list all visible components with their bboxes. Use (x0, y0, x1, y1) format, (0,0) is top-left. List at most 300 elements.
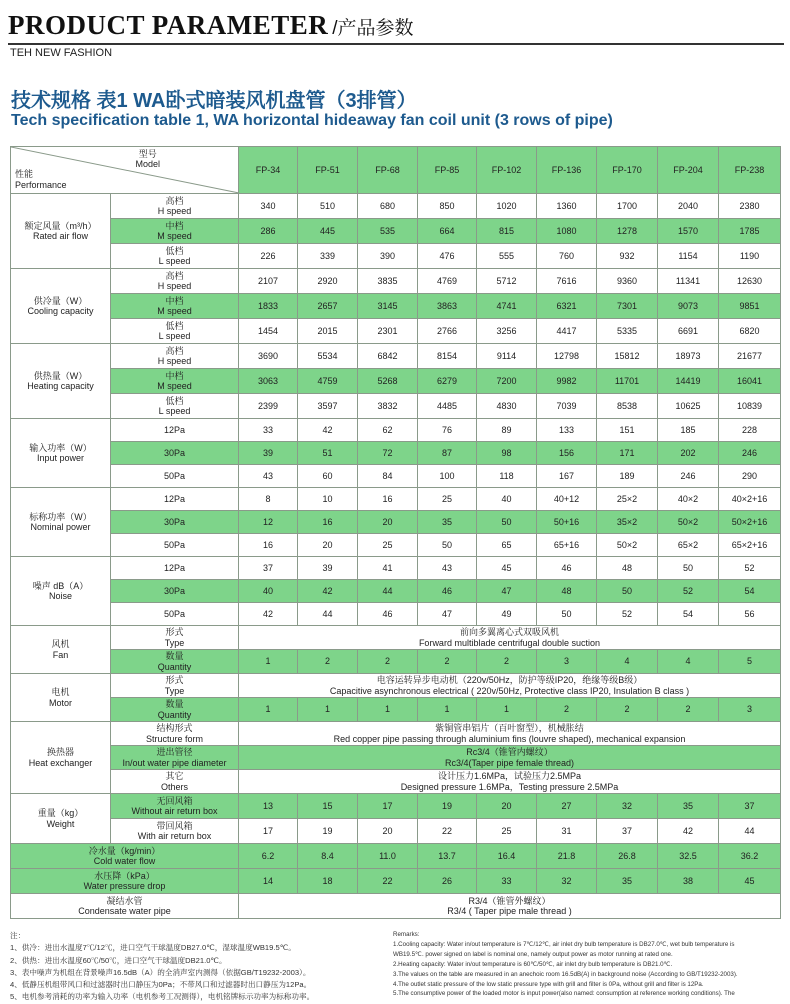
span-cell (239, 722, 781, 746)
value-cell: 815 (477, 219, 537, 244)
value-cell: 54 (658, 603, 719, 626)
value-cell: 19 (418, 794, 477, 819)
value-cell: 2 (477, 650, 537, 674)
note-line: 1.Cooling capacity: Water in/out temperature is 7℃/12℃, air inlet dry bulb temperature is DB27.0℃, wet bulb temperature is (393, 940, 735, 948)
cell-text: 12Pa (163, 493, 186, 504)
value-cell: 390 (358, 244, 418, 269)
value-cell: 18973 (658, 344, 719, 369)
table-row (11, 557, 781, 580)
value-cell: 4 (597, 650, 658, 674)
cell-text: 50Pa (163, 470, 186, 481)
value-cell: 26 (418, 869, 477, 894)
model-header: FP-102 (477, 147, 537, 194)
table-row (11, 465, 781, 488)
value-cell: 4 (658, 650, 719, 674)
value-cell: 89 (477, 419, 537, 442)
cell-text: 30Pa (163, 516, 186, 527)
cell-text: 电机 (51, 687, 70, 698)
value-cell: 9851 (719, 294, 781, 319)
value-cell: 87 (418, 442, 477, 465)
cell-text: Capacitive asynchronous electrical ( 220v/50Hz, Protective class IP20, Insulation B class ) (329, 685, 690, 696)
value-cell: 1454 (239, 319, 298, 344)
cell-text: H speed (157, 206, 192, 216)
value-cell: 680 (358, 194, 418, 219)
value-cell: 1278 (597, 219, 658, 244)
group-label (11, 194, 111, 269)
value-cell: 37 (239, 557, 298, 580)
row-label (111, 698, 239, 722)
value-cell: 202 (658, 442, 719, 465)
value-cell: 62 (358, 419, 418, 442)
value-cell: 20 (358, 511, 418, 534)
value-cell: 46 (358, 603, 418, 626)
row-label (111, 294, 239, 319)
cell-text: Nominal power (30, 522, 91, 532)
value-cell: 50 (597, 580, 658, 603)
value-cell: 44 (719, 819, 781, 844)
value-cell: 2 (358, 650, 418, 674)
model-header: FP-136 (537, 147, 597, 194)
model-header: FP-204 (658, 147, 719, 194)
value-cell: 50×2+16 (719, 511, 781, 534)
cell-text: 低档 (165, 245, 184, 256)
row-label (111, 319, 239, 344)
cell-text: Cold water flow (93, 856, 156, 866)
value-cell: 48 (597, 557, 658, 580)
cell-text: 重量（kg） (37, 808, 84, 819)
cell-text: 形式 (165, 675, 184, 686)
cell-text: Structure form (145, 733, 203, 744)
value-cell: 17 (239, 819, 298, 844)
cell-text: Weight (46, 818, 75, 829)
table-row (11, 869, 781, 894)
cell-text: M speed (157, 381, 192, 391)
value-cell: 476 (418, 244, 477, 269)
model-header: FP-34 (239, 147, 298, 194)
cell-text: 形式 (165, 627, 184, 638)
cell-text: Heating capacity (27, 381, 94, 391)
value-cell: 72 (358, 442, 418, 465)
table-row (11, 194, 781, 219)
value-cell: 1 (418, 698, 477, 722)
value-cell: 16.4 (477, 844, 537, 869)
cell-text: 其它 (165, 771, 184, 782)
value-cell: 15812 (597, 344, 658, 369)
value-cell: 2766 (418, 319, 477, 344)
span-cell (239, 626, 781, 650)
value-cell: 5 (719, 650, 781, 674)
value-cell: 932 (597, 244, 658, 269)
value-cell: 226 (239, 244, 298, 269)
value-cell: 42 (298, 580, 358, 603)
table-row (11, 534, 781, 557)
cell-text: Fan (52, 649, 69, 660)
value-cell: 10625 (658, 394, 719, 419)
value-cell: 2301 (358, 319, 418, 344)
value-cell: 1 (477, 698, 537, 722)
value-cell: 50 (477, 511, 537, 534)
value-cell: 60 (298, 465, 358, 488)
value-cell: 40 (477, 488, 537, 511)
cell-text: 12Pa (163, 424, 186, 435)
value-cell: 4830 (477, 394, 537, 419)
value-cell: 20 (358, 819, 418, 844)
value-cell: 17 (358, 794, 418, 819)
table-row (11, 488, 781, 511)
cell-text: 结构形式 (156, 723, 193, 734)
value-cell: 1570 (658, 219, 719, 244)
span-cell (239, 894, 781, 919)
table-title-en: Tech specification table 1, WA horizontal hideaway fan coil unit (3 rows of pipe) (11, 112, 613, 129)
value-cell: 6.2 (239, 844, 298, 869)
value-cell: 50 (418, 534, 477, 557)
value-cell: 41 (358, 557, 418, 580)
row-label (111, 580, 239, 603)
note-line: WB19.5℃. power signed on label is nominal one, namely output power as motor running at rated one. (393, 950, 673, 958)
note-line: 1、供冷：进出水温度7℃/12℃，进口空气干球温度DB27.0℃，湿球温度WB19.5℃。 (10, 943, 296, 953)
value-cell: 167 (537, 465, 597, 488)
cell-text: Type (164, 637, 185, 648)
table-row (11, 674, 781, 698)
note-line: Remarks: (393, 931, 420, 938)
value-cell: 12630 (719, 269, 781, 294)
corner-header (11, 147, 239, 194)
value-cell: 5335 (597, 319, 658, 344)
value-cell: 76 (418, 419, 477, 442)
value-cell: 286 (239, 219, 298, 244)
note-line: 4、低静压机组带风口和过滤器时出口静压为0Pa；不带风口和过滤器时出口静压为12Pa。 (10, 980, 312, 990)
value-cell: 47 (477, 580, 537, 603)
cell-text: Designed pressure 1.6MPa，Testing pressure 2.5MPa (400, 781, 619, 792)
group-label (11, 674, 111, 722)
value-cell: 46 (418, 580, 477, 603)
value-cell: 19 (298, 819, 358, 844)
cell-text: M speed (157, 306, 192, 316)
table-row (11, 147, 781, 194)
cell-text: 中档 (165, 295, 184, 306)
value-cell: 2 (597, 698, 658, 722)
row-label (11, 844, 239, 869)
cell-text: M speed (157, 231, 192, 241)
cell-text: 标称功率（W） (29, 511, 92, 522)
value-cell: 25 (477, 819, 537, 844)
value-cell: 42 (658, 819, 719, 844)
value-cell: 2 (418, 650, 477, 674)
cell-text: Noise (48, 591, 72, 601)
value-cell: 37 (597, 819, 658, 844)
table-row (11, 244, 781, 269)
spec-table (10, 146, 781, 919)
value-cell: 15 (298, 794, 358, 819)
cell-text: 高档 (165, 195, 184, 206)
cell-text: 高档 (165, 345, 184, 356)
value-cell: 10 (298, 488, 358, 511)
model-header: FP-85 (418, 147, 477, 194)
cell-text: 设计压力1.6MPa，试验压力2.5MPa (437, 771, 582, 782)
cell-text: H speed (157, 281, 192, 291)
value-cell: 32 (537, 869, 597, 894)
value-cell: 3690 (239, 344, 298, 369)
cell-text: 30Pa (163, 585, 186, 596)
cell-text: H speed (157, 356, 192, 366)
row-label (111, 722, 239, 746)
value-cell: 44 (298, 603, 358, 626)
value-cell: 25 (418, 488, 477, 511)
value-cell: 760 (537, 244, 597, 269)
cell-text: 12Pa (163, 562, 186, 573)
value-cell: 56 (719, 603, 781, 626)
row-label (111, 746, 239, 770)
table-row (11, 844, 781, 869)
cell-text: 水压降（kPa） (94, 870, 155, 881)
value-cell: 189 (597, 465, 658, 488)
value-cell: 445 (298, 219, 358, 244)
value-cell: 246 (658, 465, 719, 488)
model-header: FP-238 (719, 147, 781, 194)
value-cell: 3832 (358, 394, 418, 419)
table-row (11, 419, 781, 442)
value-cell: 36.2 (719, 844, 781, 869)
value-cell: 2107 (239, 269, 298, 294)
value-cell: 50×2 (597, 534, 658, 557)
table-row (11, 894, 781, 919)
group-label (11, 626, 111, 674)
value-cell: 3 (537, 650, 597, 674)
row-label (111, 369, 239, 394)
value-cell: 32.5 (658, 844, 719, 869)
value-cell: 9982 (537, 369, 597, 394)
table-row (11, 650, 781, 674)
value-cell: 43 (239, 465, 298, 488)
note-line: 2.Heating capacity: Water in/out temperature is 60℃/50℃, air inlet dry bulb temperature is DB21.0℃. (393, 960, 673, 968)
cell-text: Red copper pipe passing through aluminium fins (louvre shaped), mechanical expansion (333, 733, 686, 744)
value-cell: 3835 (358, 269, 418, 294)
cell-text: L speed (158, 406, 191, 416)
row-label (111, 603, 239, 626)
value-cell: 133 (537, 419, 597, 442)
group-label (11, 557, 111, 626)
cell-text: Type (164, 685, 185, 696)
value-cell: 12798 (537, 344, 597, 369)
value-cell: 8.4 (298, 844, 358, 869)
value-cell: 16 (298, 511, 358, 534)
cell-text: 数量 (165, 699, 184, 710)
note-line: 注： (10, 931, 26, 940)
table-row (11, 319, 781, 344)
value-cell: 98 (477, 442, 537, 465)
group-label (11, 344, 111, 419)
page-header (8, 10, 414, 41)
value-cell: 22 (418, 819, 477, 844)
table-row (11, 698, 781, 722)
note-line: 3.The values on the table are measured in an anechoic room 16.5dB(A) in background noise (According to GB/T19232-2003). (393, 970, 738, 978)
note-line: 5、电机参考消耗的功率为输入功率（电机参考工况测得），电机铭牌标示功率为标称功率。 (10, 992, 315, 1002)
row-label (111, 394, 239, 419)
group-label (11, 419, 111, 488)
value-cell: 7616 (537, 269, 597, 294)
cell-text: 带回风箱 (156, 820, 193, 831)
cell-text: Water pressure drop (83, 881, 166, 891)
value-cell: 48 (537, 580, 597, 603)
value-cell: 45 (719, 869, 781, 894)
row-label (111, 650, 239, 674)
cell-text: 中档 (165, 220, 184, 231)
value-cell: 1 (239, 698, 298, 722)
cell-text: 低档 (165, 320, 184, 331)
brand-label: TEH NEW FASHION (10, 47, 113, 59)
model-header: FP-170 (597, 147, 658, 194)
value-cell: 555 (477, 244, 537, 269)
value-cell: 228 (719, 419, 781, 442)
value-cell: 16 (358, 488, 418, 511)
cell-text: Forward multiblade centrifugal double suction (418, 637, 601, 648)
cell-text: 30Pa (163, 447, 186, 458)
value-cell: 21.8 (537, 844, 597, 869)
value-cell: 2920 (298, 269, 358, 294)
value-cell: 5712 (477, 269, 537, 294)
value-cell: 25×2 (597, 488, 658, 511)
group-label (11, 722, 111, 794)
value-cell: 7039 (537, 394, 597, 419)
value-cell: 6321 (537, 294, 597, 319)
cell-text: Without air return box (131, 806, 218, 816)
value-cell: 50 (537, 603, 597, 626)
cell-text: R3/4（锥管外螺纹） (468, 895, 551, 906)
value-cell: 3863 (418, 294, 477, 319)
row-label (111, 244, 239, 269)
value-cell: 156 (537, 442, 597, 465)
value-cell: 46 (537, 557, 597, 580)
value-cell: 151 (597, 419, 658, 442)
cell-text: Others (160, 781, 188, 792)
value-cell: 43 (418, 557, 477, 580)
group-label (11, 488, 111, 557)
row-label (111, 442, 239, 465)
value-cell: 2040 (658, 194, 719, 219)
value-cell: 27 (537, 794, 597, 819)
row-label (111, 534, 239, 557)
table-row (11, 794, 781, 819)
row-label (11, 869, 239, 894)
cell-text: R3/4 ( Taper pipe male thread ) (447, 906, 572, 916)
value-cell: 9073 (658, 294, 719, 319)
model-label-en: Model (135, 159, 160, 170)
value-cell: 42 (298, 419, 358, 442)
value-cell: 6820 (719, 319, 781, 344)
value-cell: 40×2 (658, 488, 719, 511)
model-label: 型号 (138, 149, 157, 159)
value-cell: 246 (719, 442, 781, 465)
row-label (11, 894, 239, 919)
cell-text: 数量 (165, 651, 184, 662)
value-cell: 18 (298, 869, 358, 894)
table-row (11, 394, 781, 419)
value-cell: 37 (719, 794, 781, 819)
value-cell: 65+16 (537, 534, 597, 557)
value-cell: 65×2+16 (719, 534, 781, 557)
cell-text: Rated air flow (32, 231, 89, 241)
cell-text: 换热器 (46, 747, 74, 758)
value-cell: 47 (418, 603, 477, 626)
row-label (111, 770, 239, 794)
value-cell: 1 (358, 698, 418, 722)
value-cell: 40+12 (537, 488, 597, 511)
value-cell: 35×2 (597, 511, 658, 534)
value-cell: 5268 (358, 369, 418, 394)
value-cell: 4759 (298, 369, 358, 394)
header-rule (8, 43, 784, 45)
value-cell: 3 (719, 698, 781, 722)
value-cell: 11701 (597, 369, 658, 394)
value-cell: 185 (658, 419, 719, 442)
value-cell: 4417 (537, 319, 597, 344)
group-label (11, 794, 111, 844)
value-cell: 84 (358, 465, 418, 488)
cell-text: 输入功率（W） (29, 442, 92, 453)
note-line: 5.The consumptive power of the loaded motor is input power(also named: consumption at reference working conditions). The (393, 990, 735, 998)
header-subtitle: /产品参数 (332, 18, 414, 39)
row-label (111, 194, 239, 219)
value-cell: 8154 (418, 344, 477, 369)
value-cell: 3597 (298, 394, 358, 419)
value-cell: 4741 (477, 294, 537, 319)
value-cell: 35 (597, 869, 658, 894)
value-cell: 2 (537, 698, 597, 722)
cell-text: In/out water pipe diameter (122, 757, 227, 768)
table-row (11, 219, 781, 244)
model-header: FP-51 (298, 147, 358, 194)
value-cell: 9360 (597, 269, 658, 294)
row-label (111, 511, 239, 534)
value-cell: 8538 (597, 394, 658, 419)
cell-text: Rc3/4(Taper pipe female thread) (444, 757, 575, 768)
row-label (111, 557, 239, 580)
cell-text: 凝结水管 (106, 895, 143, 906)
value-cell: 39 (298, 557, 358, 580)
table-row (11, 294, 781, 319)
table-row (11, 626, 781, 650)
model-header: FP-68 (358, 147, 418, 194)
table-row (11, 442, 781, 465)
value-cell: 2 (298, 650, 358, 674)
value-cell: 2380 (719, 194, 781, 219)
value-cell: 35 (658, 794, 719, 819)
cell-text: 噪声 dB（A） (32, 580, 89, 591)
value-cell: 40×2+16 (719, 488, 781, 511)
value-cell: 664 (418, 219, 477, 244)
cell-text: 供热量（W） (33, 370, 88, 381)
value-cell: 52 (719, 557, 781, 580)
group-label (11, 269, 111, 344)
value-cell: 7200 (477, 369, 537, 394)
value-cell: 4485 (418, 394, 477, 419)
value-cell: 16041 (719, 369, 781, 394)
cell-text: 前向多翼离心式双吸风机 (459, 627, 559, 638)
value-cell: 25 (358, 534, 418, 557)
value-cell: 510 (298, 194, 358, 219)
cell-text: Rc3/4（锥管内螺纹） (466, 747, 553, 758)
value-cell: 40 (239, 580, 298, 603)
cell-text: Condensate water pipe (78, 906, 171, 916)
cell-text: L speed (158, 331, 191, 341)
value-cell: 3145 (358, 294, 418, 319)
value-cell: 20 (298, 534, 358, 557)
table-row (11, 269, 781, 294)
value-cell: 7301 (597, 294, 658, 319)
value-cell: 20 (477, 794, 537, 819)
cell-text: Quantity (157, 709, 192, 720)
cell-text: 风机 (51, 639, 70, 650)
